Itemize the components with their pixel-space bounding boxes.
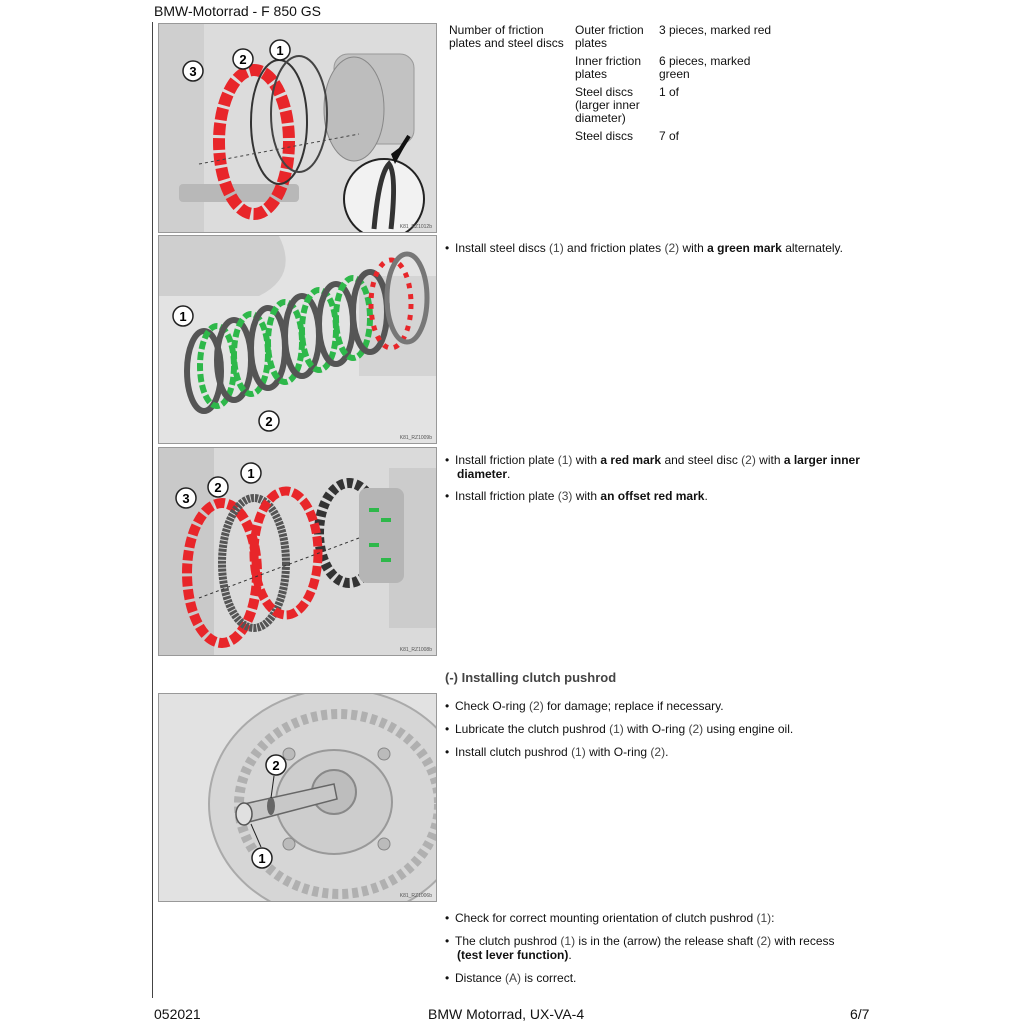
callout-3-label: 3 [189,64,197,79]
figure-red-plates-install [158,447,437,656]
figure-clutch-pushrod [158,693,437,902]
table-item: Inner friction plates [575,54,642,81]
list-item-continuation: diameter. [457,467,511,481]
callout-1-label: 1 [247,466,255,481]
figure-green-plates-stack [158,235,437,444]
callout-1 [173,306,193,326]
callout-3 [176,488,196,508]
figure-clutch-plates-overview [158,23,437,233]
table-label: Number of friction plates and steel discs [449,23,564,50]
plates-spec-table [449,24,787,148]
table-item: Steel discs [575,129,634,143]
callout-2-label: 2 [265,414,273,429]
footer-document-id: BMW Motorrad, UX-VA-4 [428,1006,585,1022]
callout-3-label: 3 [182,491,190,506]
list-item: • Distance (A) is correct. [445,971,577,985]
left-margin-rule [152,22,153,998]
list-item: • Lubricate the clutch pushrod (1) with O-ring (2) using engine oil. [445,722,794,736]
figure-code: K81_RZ1006b [399,893,432,899]
footer-page-number: 6/7 [850,1006,870,1022]
list-item: • Install friction plate (3) with an offset red mark. [445,489,708,503]
instruction-list [445,241,885,255]
callout-2 [259,411,279,431]
bullet-icon: • [445,453,450,467]
callout-2-label: 2 [239,52,247,67]
callout-1-label: 1 [179,309,187,324]
table-value: 3 pieces, marked red [659,23,772,37]
bullet-icon: • [445,971,450,985]
table-value: 6 pieces, marked green [659,54,751,81]
callout-1 [252,848,272,868]
list-item: • Check for correct mounting orientation of clutch pushrod (1): [445,911,775,925]
callout-1 [270,40,290,60]
callout-2-label: 2 [214,480,222,495]
bullet-icon: • [445,241,450,255]
figure-code: K81_RZ1009b [399,435,432,441]
callout-1 [241,463,261,483]
section-heading: (-) Installing clutch pushrod [445,670,617,685]
callout-2 [208,477,228,497]
list-item: • The clutch pushrod (1) is in the (arrow) the release shaft (2) with recess [445,934,835,948]
callout-1-label: 1 [276,43,284,58]
list-item-continuation: (test lever function). [457,948,572,962]
table-row [449,24,787,55]
instruction-list [445,453,885,503]
table-value: 7 of [659,129,680,143]
bullet-icon: • [445,745,450,759]
bullet-icon: • [445,934,450,948]
table-item: Outer friction plates [575,23,644,50]
callout-3 [183,61,203,81]
instruction-list [445,699,885,759]
list-item: • Check O-ring (2) for damage; replace if necessary. [445,699,724,713]
callout-2 [233,49,253,69]
list-item: • Install friction plate (1) with a red mark and steel disc (2) with a larger inner [445,453,860,467]
figure-code: K81_RZ1012b [399,224,432,230]
figure-code: K81_RZ1008b [399,647,432,653]
list-item: • Install steel discs (1) and friction plates (2) with a green mark alternately. [445,241,844,255]
callout-1-label: 1 [258,851,266,866]
callout-2-label: 2 [272,758,280,773]
bullet-icon: • [445,699,450,713]
footer-date: 052021 [154,1006,201,1022]
bullet-icon: • [445,722,450,736]
list-item: • Install clutch pushrod (1) with O-ring (2). [445,745,669,759]
bullet-icon: • [445,911,450,925]
page-title: BMW-Motorrad - F 850 GS [154,3,322,19]
instruction-list [445,911,885,985]
table-value: 1 of [659,85,680,99]
table-item: Steel discs (larger inner diameter) [575,85,640,125]
callout-2 [266,755,286,775]
bullet-icon: • [445,489,450,503]
